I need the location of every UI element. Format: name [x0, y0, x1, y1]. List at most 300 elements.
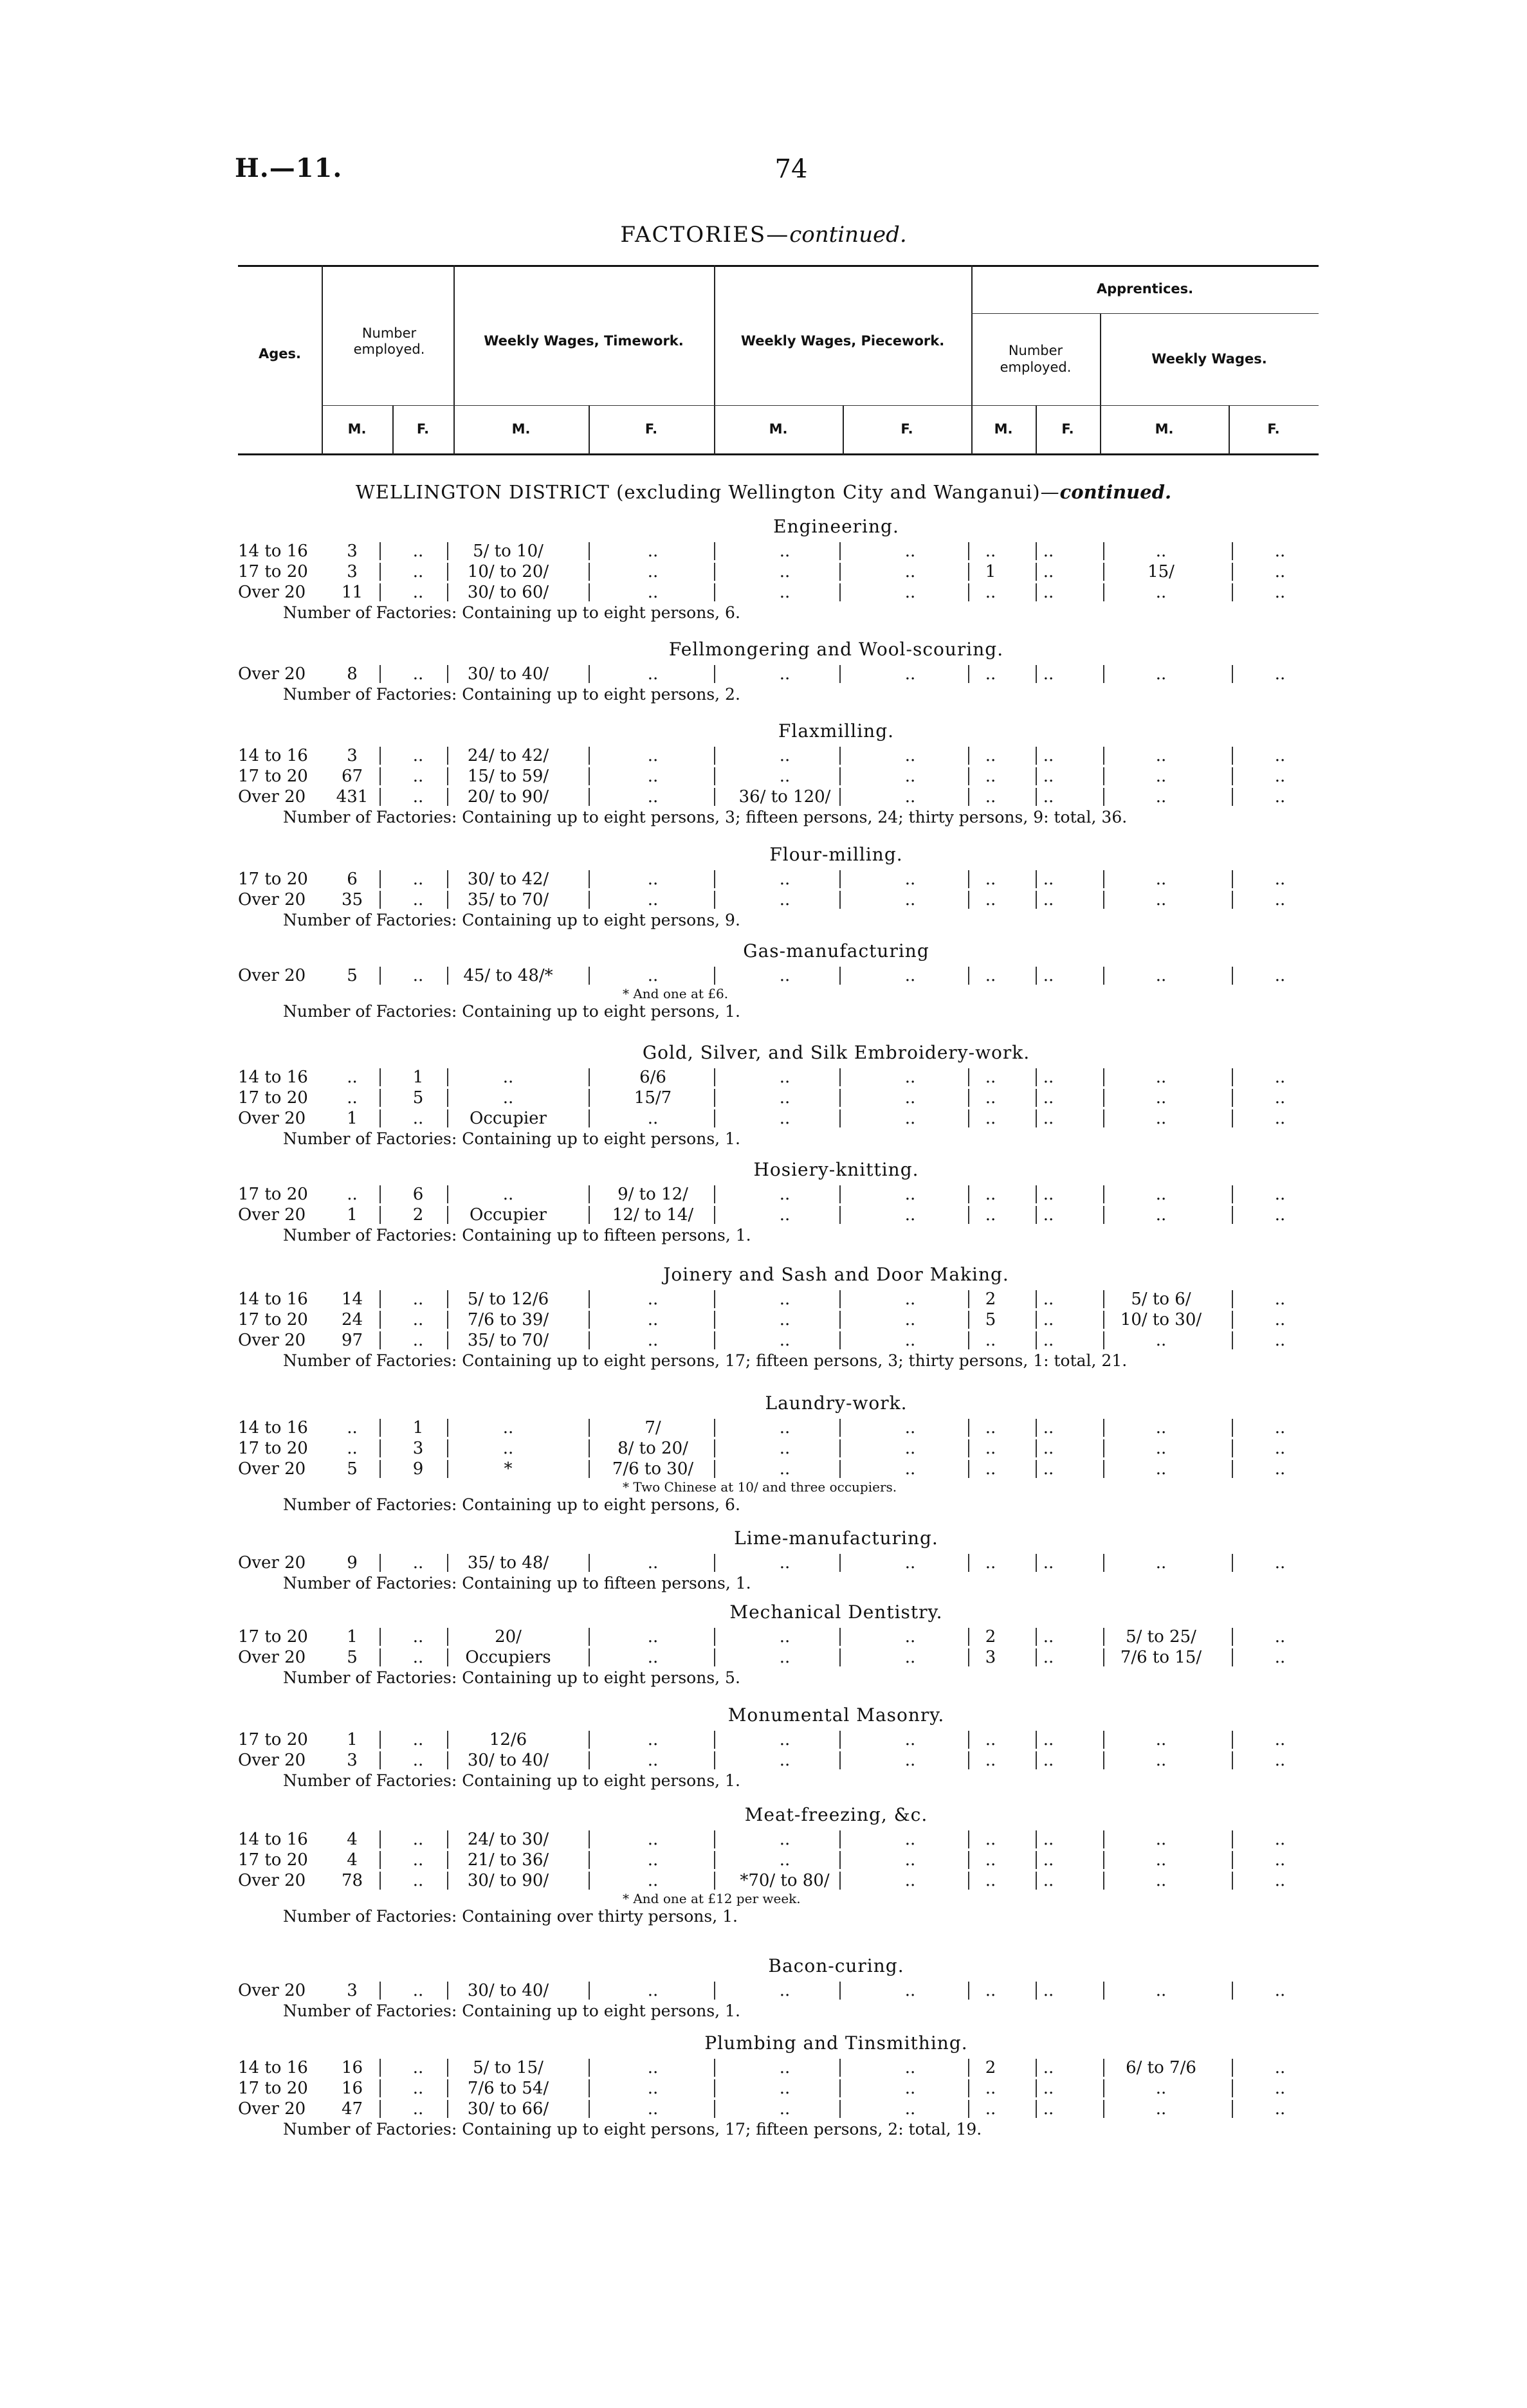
cell-af: .. [1043, 664, 1054, 684]
column-rule [447, 1331, 448, 1349]
cell-am: .. [985, 2079, 996, 2098]
cell-awm: .. [1155, 1439, 1167, 1458]
cell-awm: .. [1155, 1459, 1167, 1479]
column-rule [589, 1648, 590, 1666]
cell-am: .. [985, 2099, 996, 2119]
cell-awm: .. [1155, 1850, 1167, 1870]
cell-wpm: .. [779, 1553, 791, 1573]
cell-wtf: .. [647, 1310, 659, 1329]
cell-wpf: .. [904, 1627, 916, 1646]
cell-wpf: .. [904, 1553, 916, 1573]
cell-wtm: .. [502, 1439, 514, 1458]
column-rule [1232, 1731, 1233, 1749]
table-row [238, 1067, 1319, 1088]
factories-count: Number of Factories: Containing up to eight persons, 2. [283, 685, 740, 704]
cell-af: .. [1043, 1185, 1054, 1204]
column-rule [447, 1648, 448, 1666]
cell-wpf: .. [904, 1418, 916, 1437]
cell-af: .. [1043, 583, 1054, 602]
factories-count: Number of Factories: Containing over thirty persons, 1. [283, 1907, 738, 1926]
column-rule [589, 1851, 590, 1869]
factories-count: Number of Factories: Containing up to eight persons, 1. [283, 2002, 740, 2020]
column-rule [714, 767, 715, 785]
cell-wtf: .. [647, 1871, 659, 1890]
cell-wpf: .. [904, 1185, 916, 1204]
column-rule [714, 967, 715, 985]
column-rule [379, 563, 381, 581]
cell-nm: 14 [341, 1290, 363, 1309]
table-row [238, 1088, 1319, 1108]
cell-awm: 7/6 to 15/ [1120, 1648, 1202, 1667]
column-rule [1232, 1290, 1233, 1308]
cell-nf: .. [412, 966, 424, 985]
cell-wtm: 35/ to 70/ [467, 890, 549, 909]
cell-af: .. [1043, 1981, 1054, 2000]
table-row [238, 1980, 1319, 2001]
table-row [238, 1627, 1319, 1647]
cell-nf: .. [412, 562, 424, 581]
cell-wtf: .. [647, 1648, 659, 1667]
cell-wpf: .. [904, 890, 916, 909]
cell-wpm: .. [779, 1109, 791, 1128]
cell-wpf: .. [904, 1331, 916, 1350]
factories-count: Number of Factories: Containing up to eight persons, 17; fifteen persons, 2: total, 19. [283, 2120, 982, 2139]
column-rule [447, 1460, 448, 1478]
column-rule [1232, 891, 1233, 909]
column-rule [714, 1851, 715, 1869]
column-rule [589, 767, 590, 785]
column-rule [839, 1628, 841, 1646]
cell-wtf: .. [647, 562, 659, 581]
cell-af: .. [1043, 787, 1054, 807]
cell-nf: .. [412, 2079, 424, 2098]
cell-wpf: .. [904, 542, 916, 561]
cell-wtm: 30/ to 90/ [467, 1871, 549, 1890]
column-rule [447, 1068, 448, 1086]
cell-nf: .. [412, 1553, 424, 1573]
cell-af: .. [1043, 1439, 1054, 1458]
cell-age: 17 to 20 [238, 870, 308, 889]
cell-af: .. [1043, 890, 1054, 909]
cell-nm: .. [347, 1088, 358, 1108]
cell-wpm: .. [779, 767, 791, 786]
column-rule [589, 1628, 590, 1646]
cell-wpm: .. [779, 1205, 791, 1225]
m-header: M. [994, 421, 1013, 437]
cell-wtm: 5/ to 12/6 [467, 1290, 549, 1309]
cell-awf: .. [1274, 870, 1286, 889]
column-rule [589, 563, 590, 581]
cell-af: .. [1043, 542, 1054, 561]
cell-wtf: .. [647, 767, 659, 786]
column-rule [839, 665, 841, 683]
cell-nm: 97 [341, 1331, 363, 1350]
column-rule [714, 891, 715, 909]
cell-nm: 431 [336, 787, 369, 807]
table-row [238, 1438, 1319, 1459]
cell-nm: 6 [347, 870, 358, 889]
cell-wtm: 10/ to 20/ [467, 562, 549, 581]
cell-wpf: .. [904, 787, 916, 807]
cell-af: .. [1043, 870, 1054, 889]
industry-title: Hosiery-knitting. [753, 1159, 919, 1180]
factories-count: Number of Factories: Containing up to eight persons, 9. [283, 911, 740, 929]
cell-awm: .. [1155, 1185, 1167, 1204]
column-rule [589, 1068, 590, 1086]
column-rule [379, 1851, 381, 1869]
cell-wtf: .. [647, 966, 659, 985]
column-rule [379, 1439, 381, 1457]
cell-awf: .. [1274, 562, 1286, 581]
cell-age: 17 to 20 [238, 1730, 308, 1749]
apprentices-header: Apprentices. [1096, 280, 1194, 296]
column-rule [379, 891, 381, 909]
cell-awm: .. [1155, 1553, 1167, 1573]
cell-wpf: .. [904, 966, 916, 985]
cell-wpf: .. [904, 767, 916, 786]
cell-awf: .. [1274, 1751, 1286, 1770]
column-rule [379, 1089, 381, 1107]
column-rule [839, 1460, 841, 1478]
cell-age: 17 to 20 [238, 562, 308, 581]
cell-wpf: .. [904, 2079, 916, 2098]
cell-age: 17 to 20 [238, 1185, 308, 1204]
cell-nf: 1 [412, 1068, 424, 1087]
cell-wtf: 12/ to 14/ [612, 1205, 694, 1225]
column-rule [839, 767, 841, 785]
cell-age: 14 to 16 [238, 542, 308, 561]
column-rule [839, 1830, 841, 1848]
cell-af: .. [1043, 767, 1054, 786]
cell-wpm: .. [779, 1830, 791, 1849]
cell-wpf: .. [904, 1290, 916, 1309]
cell-awf: .. [1274, 1185, 1286, 1204]
column-rule [839, 1109, 841, 1127]
column-rule [589, 2100, 590, 2118]
column-rule [447, 1206, 448, 1224]
cell-af: .. [1043, 1751, 1054, 1770]
cell-wpm: .. [779, 1751, 791, 1770]
table-row [238, 664, 1319, 684]
column-rule [589, 2059, 590, 2077]
cell-wpf: .. [904, 1439, 916, 1458]
cell-af: .. [1043, 1830, 1054, 1849]
cell-awf: .. [1274, 746, 1286, 765]
column-rule [589, 665, 590, 683]
cell-wtm: 7/6 to 54/ [467, 2079, 549, 2098]
column-rule [1232, 2059, 1233, 2077]
column-rule [714, 870, 715, 888]
column-rule [839, 1439, 841, 1457]
table-row [238, 1729, 1319, 1750]
cell-awf: .. [1274, 1871, 1286, 1890]
m-header: M. [769, 421, 788, 437]
column-rule [714, 1290, 715, 1308]
cell-wpm: .. [779, 966, 791, 985]
column-rule [447, 2100, 448, 2118]
cell-am: .. [985, 542, 996, 561]
table-row [238, 1553, 1319, 1573]
column-rule [589, 1460, 590, 1478]
cell-am: .. [985, 890, 996, 909]
column-rule [1232, 2100, 1233, 2118]
cell-af: .. [1043, 1871, 1054, 1890]
cell-am: .. [985, 1088, 996, 1108]
cell-nm: 4 [347, 1830, 358, 1849]
column-rule [1232, 1830, 1233, 1848]
industry-section [238, 1528, 1319, 1594]
column-rule [589, 1554, 590, 1572]
column-rule [447, 1872, 448, 1890]
column-rule [1232, 1311, 1233, 1329]
cell-wtm: Occupier [470, 1205, 547, 1225]
column-rule [379, 1068, 381, 1086]
cell-awf: .. [1274, 1981, 1286, 2000]
table-row [238, 582, 1319, 603]
cell-awm: .. [1155, 1730, 1167, 1749]
column-rule [1232, 665, 1233, 683]
cell-awf: .. [1274, 1310, 1286, 1329]
cell-af: .. [1043, 1418, 1054, 1437]
column-rule [379, 665, 381, 683]
column-rule [379, 1648, 381, 1666]
cell-awf: .. [1274, 2058, 1286, 2077]
cell-nm: 78 [341, 1871, 363, 1890]
cell-age: 14 to 16 [238, 2058, 308, 2077]
column-rule [447, 1089, 448, 1107]
cell-af: .. [1043, 2079, 1054, 2098]
column-rule [839, 1851, 841, 1869]
cell-wpf: .. [904, 1751, 916, 1770]
cell-awf: .. [1274, 1290, 1286, 1309]
table-row [238, 889, 1319, 910]
column-rule [714, 1068, 715, 1086]
column-rule [714, 1751, 715, 1769]
table-row [238, 1108, 1319, 1129]
industry-section [238, 1392, 1319, 1515]
cell-wpf: .. [904, 1205, 916, 1225]
cell-am: .. [985, 870, 996, 889]
industry-title: Engineering. [773, 516, 899, 537]
cell-awm: .. [1155, 1109, 1167, 1128]
cell-nf: 9 [412, 1459, 424, 1479]
table-row [238, 766, 1319, 787]
district-heading [0, 481, 1527, 503]
industry-section [238, 1804, 1319, 1927]
column-rule [379, 583, 381, 601]
cell-nm: 11 [341, 583, 363, 602]
industry-title: Meat-freezing, &c. [744, 1804, 928, 1825]
cell-wtf: .. [647, 1751, 659, 1770]
cell-wpm: .. [779, 1439, 791, 1458]
cell-nf: 1 [412, 1418, 424, 1437]
cell-wtf: .. [647, 583, 659, 602]
cell-nf: .. [412, 1871, 424, 1890]
cell-nf: .. [412, 1981, 424, 2000]
cell-nm: 16 [341, 2079, 363, 2098]
cell-wtm: 45/ to 48/* [463, 966, 553, 985]
column-rule [379, 1331, 381, 1349]
table-row [238, 1829, 1319, 1850]
column-rule [714, 1419, 715, 1437]
column-rule [714, 1460, 715, 1478]
cell-wpf: .. [904, 1981, 916, 2000]
cell-wpm: .. [779, 746, 791, 765]
cell-awf: .. [1274, 966, 1286, 985]
cell-nf: .. [412, 746, 424, 765]
cell-wpm: .. [779, 664, 791, 684]
cell-wpm: 36/ to 120/ [738, 787, 831, 807]
cell-wtf: .. [647, 1830, 659, 1849]
table-row [238, 1459, 1319, 1479]
industry-title: Gas-manufacturing [743, 940, 929, 962]
column-rule [714, 788, 715, 806]
cell-wtm: 30/ to 42/ [467, 870, 549, 889]
cell-wtf: .. [647, 1290, 659, 1309]
column-rule [589, 747, 590, 765]
page-number: 74 [774, 154, 808, 184]
column-rule [447, 1290, 448, 1308]
cell-age: Over 20 [238, 1981, 306, 2000]
cell-nf: .. [412, 664, 424, 684]
cell-nf: .. [412, 787, 424, 807]
cell-awm: .. [1155, 1068, 1167, 1087]
industry-title: Flour-milling. [769, 844, 903, 865]
table-row [238, 1750, 1319, 1771]
page-title [0, 222, 1527, 248]
column-rule [379, 870, 381, 888]
cell-awm: .. [1155, 2099, 1167, 2119]
column-rule [839, 2079, 841, 2097]
column-rule [714, 665, 715, 683]
column-rule [1232, 788, 1233, 806]
cell-wpf: .. [904, 1109, 916, 1128]
column-rule [379, 1751, 381, 1769]
cell-af: .. [1043, 562, 1054, 581]
cell-wtf: .. [647, 2079, 659, 2098]
cell-wtm: 35/ to 48/ [467, 1553, 549, 1573]
factories-count: Number of Factories: Containing up to eight persons, 6. [283, 603, 740, 622]
f-header: F. [645, 421, 658, 437]
column-rule [1232, 1419, 1233, 1437]
cell-awf: .. [1274, 767, 1286, 786]
cell-wtf: .. [647, 1850, 659, 1870]
table-row [238, 1205, 1319, 1225]
cell-nf: .. [412, 1648, 424, 1667]
table-row [238, 1330, 1319, 1351]
cell-wtf: .. [647, 664, 659, 684]
cell-wpm: .. [779, 870, 791, 889]
cell-wpm: .. [779, 1981, 791, 2000]
column-rule [839, 891, 841, 909]
cell-awf: .. [1274, 1088, 1286, 1108]
column-rule [379, 747, 381, 765]
column-rule [1232, 1439, 1233, 1457]
industry-section [238, 1042, 1319, 1149]
cell-age: 14 to 16 [238, 1830, 308, 1849]
column-rule [1232, 583, 1233, 601]
factories-count: Number of Factories: Containing up to eight persons, 5. [283, 1668, 740, 1687]
cell-wtm: 24/ to 30/ [467, 1830, 549, 1849]
column-rule [379, 788, 381, 806]
column-rule [839, 967, 841, 985]
column-rule [379, 1731, 381, 1749]
cell-nf: .. [412, 1730, 424, 1749]
cell-wpm: .. [779, 1290, 791, 1309]
column-rule [714, 1089, 715, 1107]
column-rule [1232, 563, 1233, 581]
cell-age: Over 20 [238, 890, 306, 909]
cell-nf: .. [412, 890, 424, 909]
column-rule [589, 1290, 590, 1308]
cell-wtm: .. [502, 1418, 514, 1437]
cell-wtf: .. [647, 2099, 659, 2119]
apprentices-wages-header: Weekly Wages. [1151, 351, 1267, 367]
industry-title: Mechanical Dentistry. [729, 1601, 943, 1623]
cell-nm: 35 [341, 890, 363, 909]
industry-title: Plumbing and Tinsmithing. [704, 2032, 968, 2054]
cell-age: 17 to 20 [238, 1088, 308, 1108]
cell-awf: .. [1274, 1109, 1286, 1128]
cell-af: .. [1043, 1088, 1054, 1108]
cell-am: .. [985, 1981, 996, 2000]
cell-af: .. [1043, 746, 1054, 765]
cell-nf: .. [412, 1627, 424, 1646]
cell-awm: .. [1155, 583, 1167, 602]
cell-wpf: .. [904, 1830, 916, 1849]
column-rule [839, 583, 841, 601]
column-rule [839, 1648, 841, 1666]
cell-wpm: .. [779, 2079, 791, 2098]
column-rule [839, 1331, 841, 1349]
column-rule [1232, 1331, 1233, 1349]
column-rule [1232, 1185, 1233, 1203]
cell-wtm: .. [502, 1068, 514, 1087]
table-row [238, 1647, 1319, 1668]
column-rule [589, 2079, 590, 2097]
cell-age: Over 20 [238, 664, 306, 684]
cell-nf: .. [412, 767, 424, 786]
cell-wpm: .. [779, 1185, 791, 1204]
column-rule [714, 1185, 715, 1203]
cell-awm: .. [1155, 1418, 1167, 1437]
cell-wtf: 9/ to 12/ [617, 1185, 688, 1204]
cell-wpm: .. [779, 1310, 791, 1329]
cell-wpm: .. [779, 583, 791, 602]
cell-nm: 5 [347, 1648, 358, 1667]
column-rule [714, 563, 715, 581]
cell-awf: .. [1274, 1439, 1286, 1458]
f-header: F. [901, 421, 913, 437]
cell-wpm: .. [779, 890, 791, 909]
cell-wpf: .. [904, 583, 916, 602]
table-row [238, 1289, 1319, 1309]
column-rule [447, 583, 448, 601]
cell-wtm: .. [502, 1088, 514, 1108]
column-rule [1232, 1851, 1233, 1869]
cell-age: Over 20 [238, 1109, 306, 1128]
industry-title: Lime-manufacturing. [734, 1528, 938, 1549]
cell-am: 2 [985, 1627, 996, 1646]
cell-wpf: .. [904, 562, 916, 581]
cell-af: .. [1043, 1459, 1054, 1479]
column-rule [447, 1982, 448, 2000]
cell-wtm: 30/ to 40/ [467, 664, 549, 684]
weekly-timework-header: Weekly Wages, Timework. [484, 333, 684, 349]
cell-awf: .. [1274, 2099, 1286, 2119]
cell-age: Over 20 [238, 966, 306, 985]
cell-wtf: .. [647, 1553, 659, 1573]
